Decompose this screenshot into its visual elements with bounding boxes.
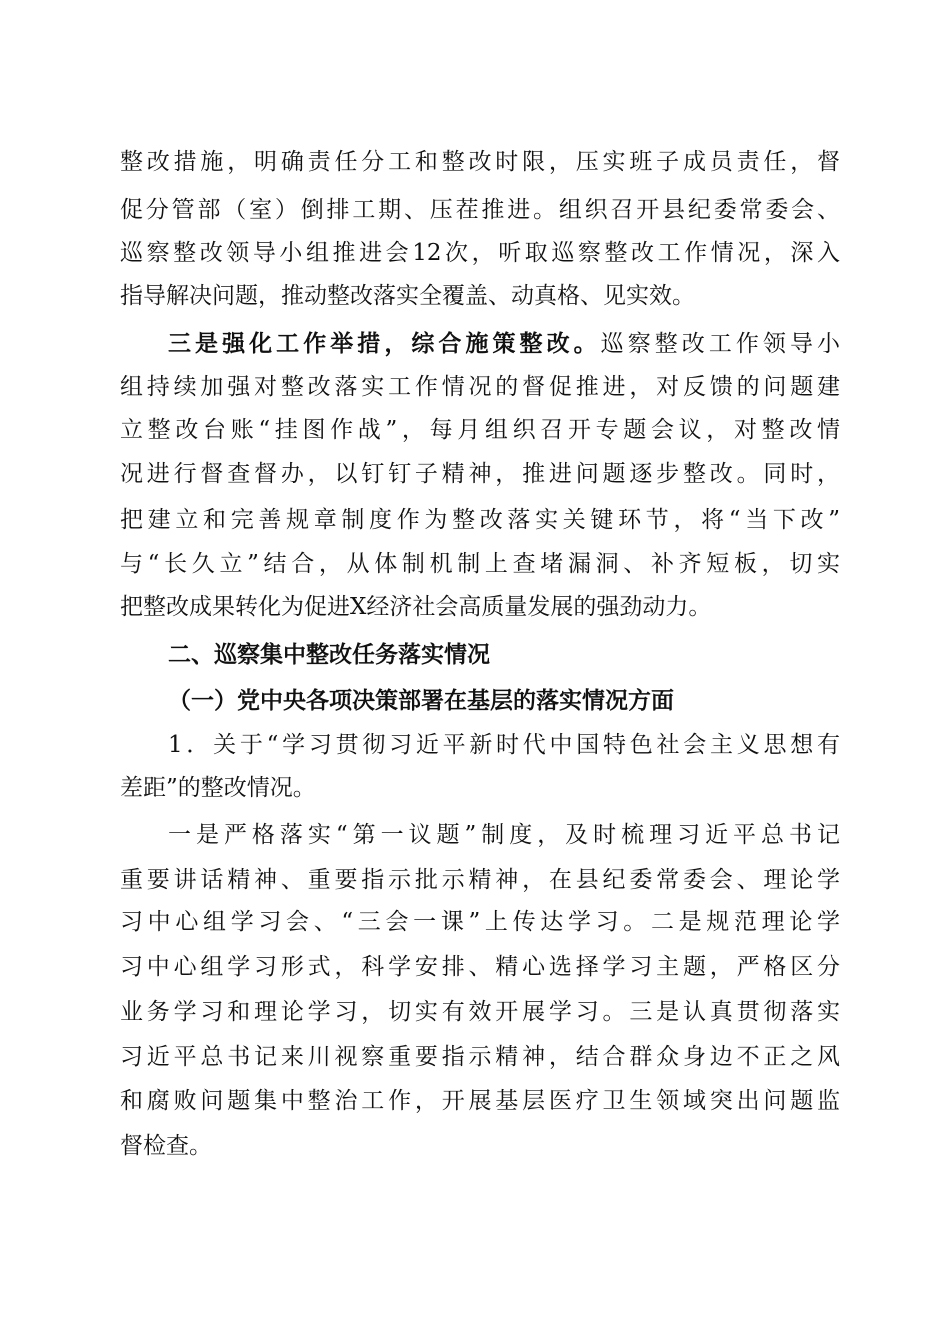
paragraph-line: 把建立和完善规章制度作为整改落实关键环节，将“当下改”: [120, 507, 840, 533]
paragraph-line: 组持续加强对整改落实工作情况的督促推进，对反馈的问题建: [120, 374, 840, 400]
paragraph-line: 指导解决问题，推动整改落实全覆盖、动真格、见实效。: [120, 283, 695, 309]
paragraph-line: 习近平总书记来川视察重要指示精神，结合群众身边不正之风: [120, 1044, 840, 1070]
paragraph-lead: 三是强化工作举措，综合施策整改。: [168, 330, 601, 357]
paragraph-line: 1．关于“学习贯彻习近平新时代中国特色社会主义思想有: [168, 732, 840, 758]
paragraph-line: 督检查。: [120, 1133, 212, 1159]
paragraph-line: 重要讲话精神、重要指示批示精神，在县纪委常委会、理论学: [120, 867, 840, 893]
paragraph-line: 习中心组学习形式，科学安排、精心选择学习主题，严格区分: [120, 954, 840, 980]
paragraph-line: 把整改成果转化为促进X经济社会高质量发展的强劲动力。: [120, 594, 712, 620]
paragraph-line: 况进行督查督办，以钉钉子精神，推进问题逐步整改。同时，: [120, 461, 840, 487]
paragraph-first-line: [168, 329, 840, 359]
paragraph-line: 整改措施，明确责任分工和整改时限，压实班子成员责任，督: [120, 149, 840, 175]
paragraph-line: 立整改台账“挂图作战”，每月组织召开专题会议，对整改情: [120, 417, 840, 443]
paragraph-line: 和腐败问题集中整治工作，开展基层医疗卫生领域突出问题监: [120, 1088, 840, 1114]
subsection-heading: （一）党中央各项决策部署在基层的落实情况方面: [168, 687, 674, 714]
paragraph-line: 业务学习和理论学习，切实有效开展学习。三是认真贯彻落实: [120, 999, 840, 1025]
paragraph-text: 巡察整改工作领导小: [600, 331, 841, 357]
section-heading: 二、巡察集中整改任务落实情况: [168, 642, 490, 668]
paragraph-line: 促分管部（室）倒排工期、压茬推进。组织召开县纪委常委会、: [120, 197, 840, 223]
paragraph-line: 差距”的整改情况。: [120, 775, 316, 801]
paragraph-line: 与“长久立”结合，从体制机制上查堵漏洞、补齐短板，切实: [120, 551, 840, 577]
paragraph-line: 巡察整改领导小组推进会12次，听取巡察整改工作情况，深入: [120, 240, 840, 266]
paragraph-line: 一是严格落实“第一议题”制度，及时梳理习近平总书记: [168, 822, 840, 848]
paragraph-line: 习中心组学习会、“三会一课”上传达学习。二是规范理论学: [120, 909, 840, 935]
